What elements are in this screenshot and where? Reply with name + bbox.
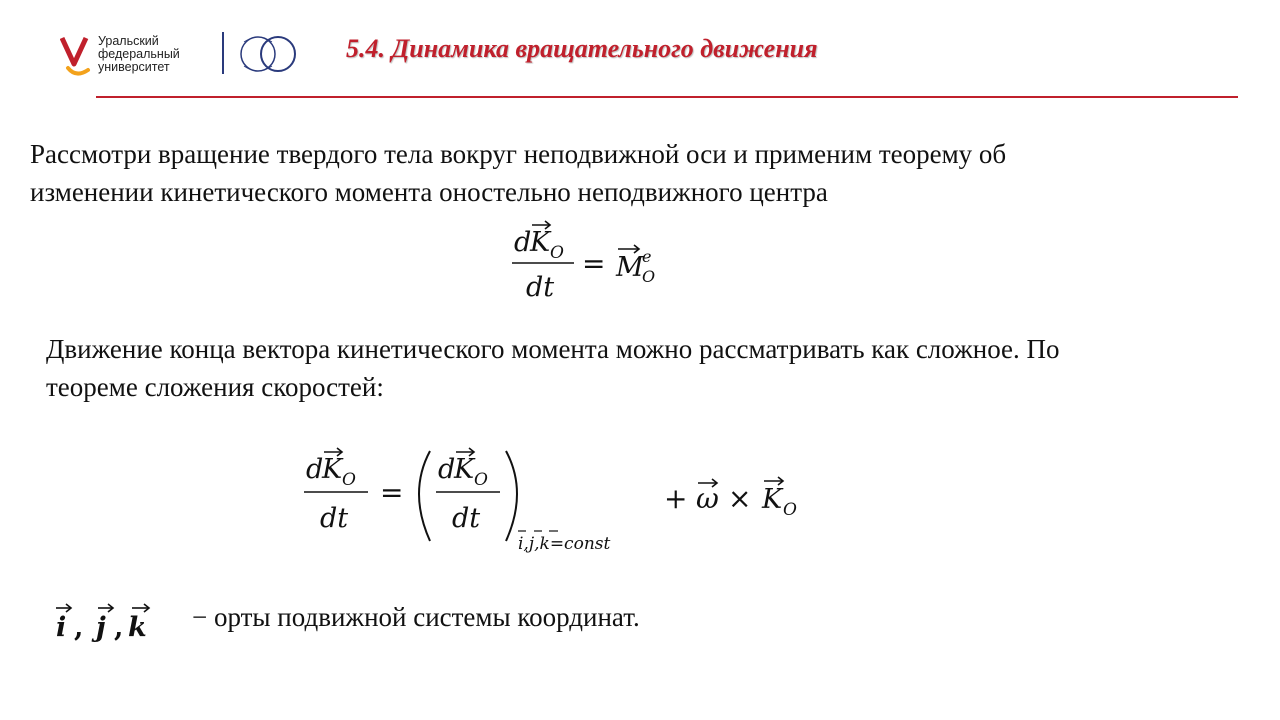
logo-line-3: университет [98,60,170,74]
orts-description: − орты подвижной системы координат. [192,602,640,632]
ort-sep-2: , [114,612,124,643]
eq2-K: K [762,484,783,515]
eq1-equals: = [582,247,606,280]
eq1-rhs-sup: e [642,247,652,266]
eq2-K-sub: O [783,500,797,520]
eq2-subscript: i,j,k=const [518,534,611,554]
eq1-den: dt [526,272,555,303]
ort-i: i [56,612,67,643]
logo-text [98,35,180,74]
logo-divider [222,32,224,74]
right-paren [506,451,517,541]
left-paren [419,451,430,541]
eq2-num-K: K [322,454,343,485]
logo-line-1: Уральский [98,34,159,48]
eq1-num-sub: O [550,243,564,263]
eq2-paren-num-sub: O [474,470,488,490]
eq1-rhs-sub: O [642,267,656,286]
paragraph-1-line-1: Рассмотри вращение твердого тела вокруг неподвижной оси и применим теорему об [30,139,1007,169]
eq2-num-sub: O [342,470,356,490]
eq2-omega: ω [696,482,719,515]
ort-j: j [96,612,106,643]
logo-line-2: федеральный [98,47,180,61]
eq2-paren-num-d: d [438,454,456,485]
paragraph-1-line-2: изменении кинетического момента оностельно неподвижного центра [30,177,828,207]
title-divider [96,96,1238,98]
eq2-num-d: d [306,454,324,485]
eq1-num-d: d [514,227,532,258]
formula-velocity-addition [300,445,810,560]
ort-sep-1: , [74,612,84,643]
urfu-logo-mark-icon [60,34,94,78]
ort-k: k [128,612,147,643]
eq2-plus: + [664,482,688,515]
formula-kinetic-moment-theorem [512,218,672,304]
unit-vectors-ijk [52,600,182,644]
page-title: 5.4. Динамика вращательного движения [346,34,818,63]
eq2-times: × [728,482,752,515]
eq1-num-K: K [530,227,551,258]
eq2-equals: = [380,476,404,509]
vector-arrow-icon [56,604,149,612]
university-logo [60,30,310,80]
university-emblem-icon [232,30,304,78]
eq2-paren-num-K: K [454,454,475,485]
eq2-paren-den: dt [452,503,481,534]
eq2-den: dt [320,503,349,534]
paragraph-2-line-2: теореме сложения скоростей: [46,372,384,402]
paragraph-2-line-1: Движение конца вектора кинетического момента можно рассматривать как сложное. По [46,334,1060,364]
eq1-rhs-M: M [616,252,644,283]
